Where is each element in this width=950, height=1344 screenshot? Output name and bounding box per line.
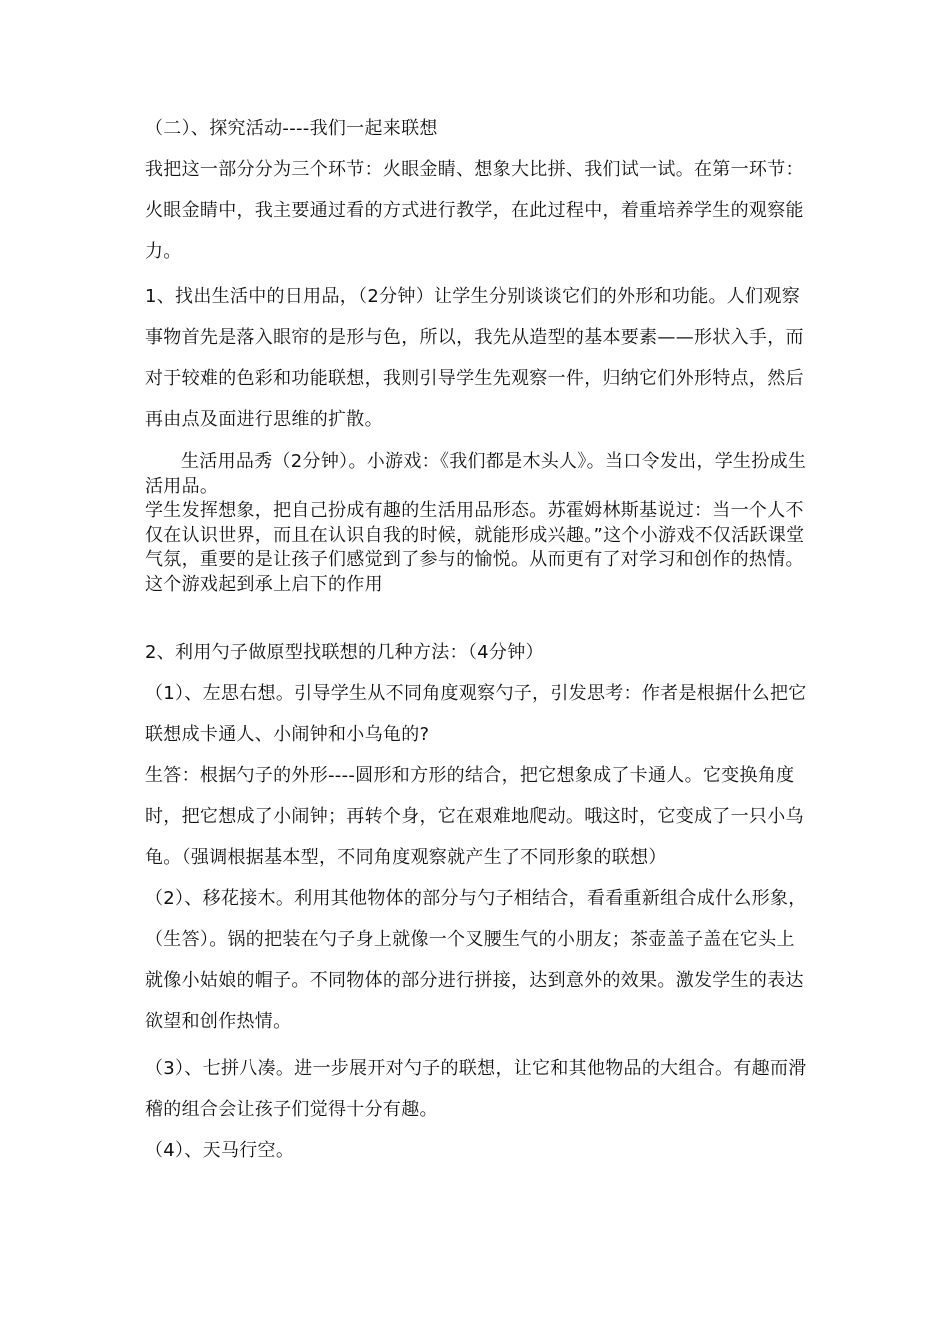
intro-paragraph: 我把这一部分分为三个环节：火眼金睛、想象大比拼、我们试一试。在第一环节：火眼金睛中，我主要通过看的方式进行教学，在此过程中，着重培养学生的观察能力。 xyxy=(145,159,804,262)
method-3-paragraph: （3）、七拼八凑。进一步展开对勺子的联想，让它和其他物品的大组合。有趣而滑稽的组合会让孩子们觉得十分有趣。 xyxy=(145,1058,807,1120)
method-1-answer: 生答：根据勺子的外形----圆形和方形的结合，把它想象成了卡通人。它变换角度时，把它想成了小闹钟；再转个身，它在艰难地爬动。哦这时，它变成了一只小乌龟。（强调根据基本型，不同角度观察就产生了不同形象的联想） xyxy=(145,765,804,868)
method-2-paragraph: （2）、移花接木。利用其他物体的部分与勺子相结合，看看重新组合成什么形象，（生答）。锅的把装在勺子身上就像一个叉腰生气的小朋友；茶壶盖子盖在它头上就像小姑娘的帽子。不同物体的部分进行拼接，达到意外的效果。激发学生的表达欲望和创作热情。 xyxy=(145,888,807,1032)
game-explanation-paragraph: 学生发挥想象，把自己扮成有趣的生活用品形态。苏霍姆林斯基说过：当一个人不仅在认识世界，而且在认识自我的时候，就能形成兴趣。”这个小游戏不仅活跃课堂气氛，重要的是让孩子们感觉到了参与的愉悦。从而更有了对学习和创作的热情。这个游戏起到承上启下的作用 xyxy=(145,500,805,595)
section-heading: （二）、探究活动----我们一起来联想 xyxy=(145,118,438,139)
game-paragraph: 生活用品秀（2分钟）。小游戏：《我们都是木头人》。当口令发出，学生扮成生活用品。 xyxy=(145,451,807,497)
method-4-paragraph: （4）、天马行空。 xyxy=(145,1140,295,1161)
method-1-paragraph: （1）、左思右想。引导学生从不同角度观察勺子，引发思考：作者是根据什么把它联想成卡通人、小闹钟和小乌龟的? xyxy=(145,683,807,745)
item-1-paragraph: 1、找出生活中的日用品，（2分钟）让学生分别谈谈它们的外形和功能。人们观察事物首先是落入眼帘的是形与色，所以，我先从造型的基本要素——形状入手，而对于较难的色彩和功能联想，我则引导学生先观察一件，归纳它们外形特点，然后再由点及面进行思维的扩散。 xyxy=(145,286,804,430)
item-2-heading: 2、利用勺子做原型找联想的几种方法：（4分钟） xyxy=(145,642,544,663)
